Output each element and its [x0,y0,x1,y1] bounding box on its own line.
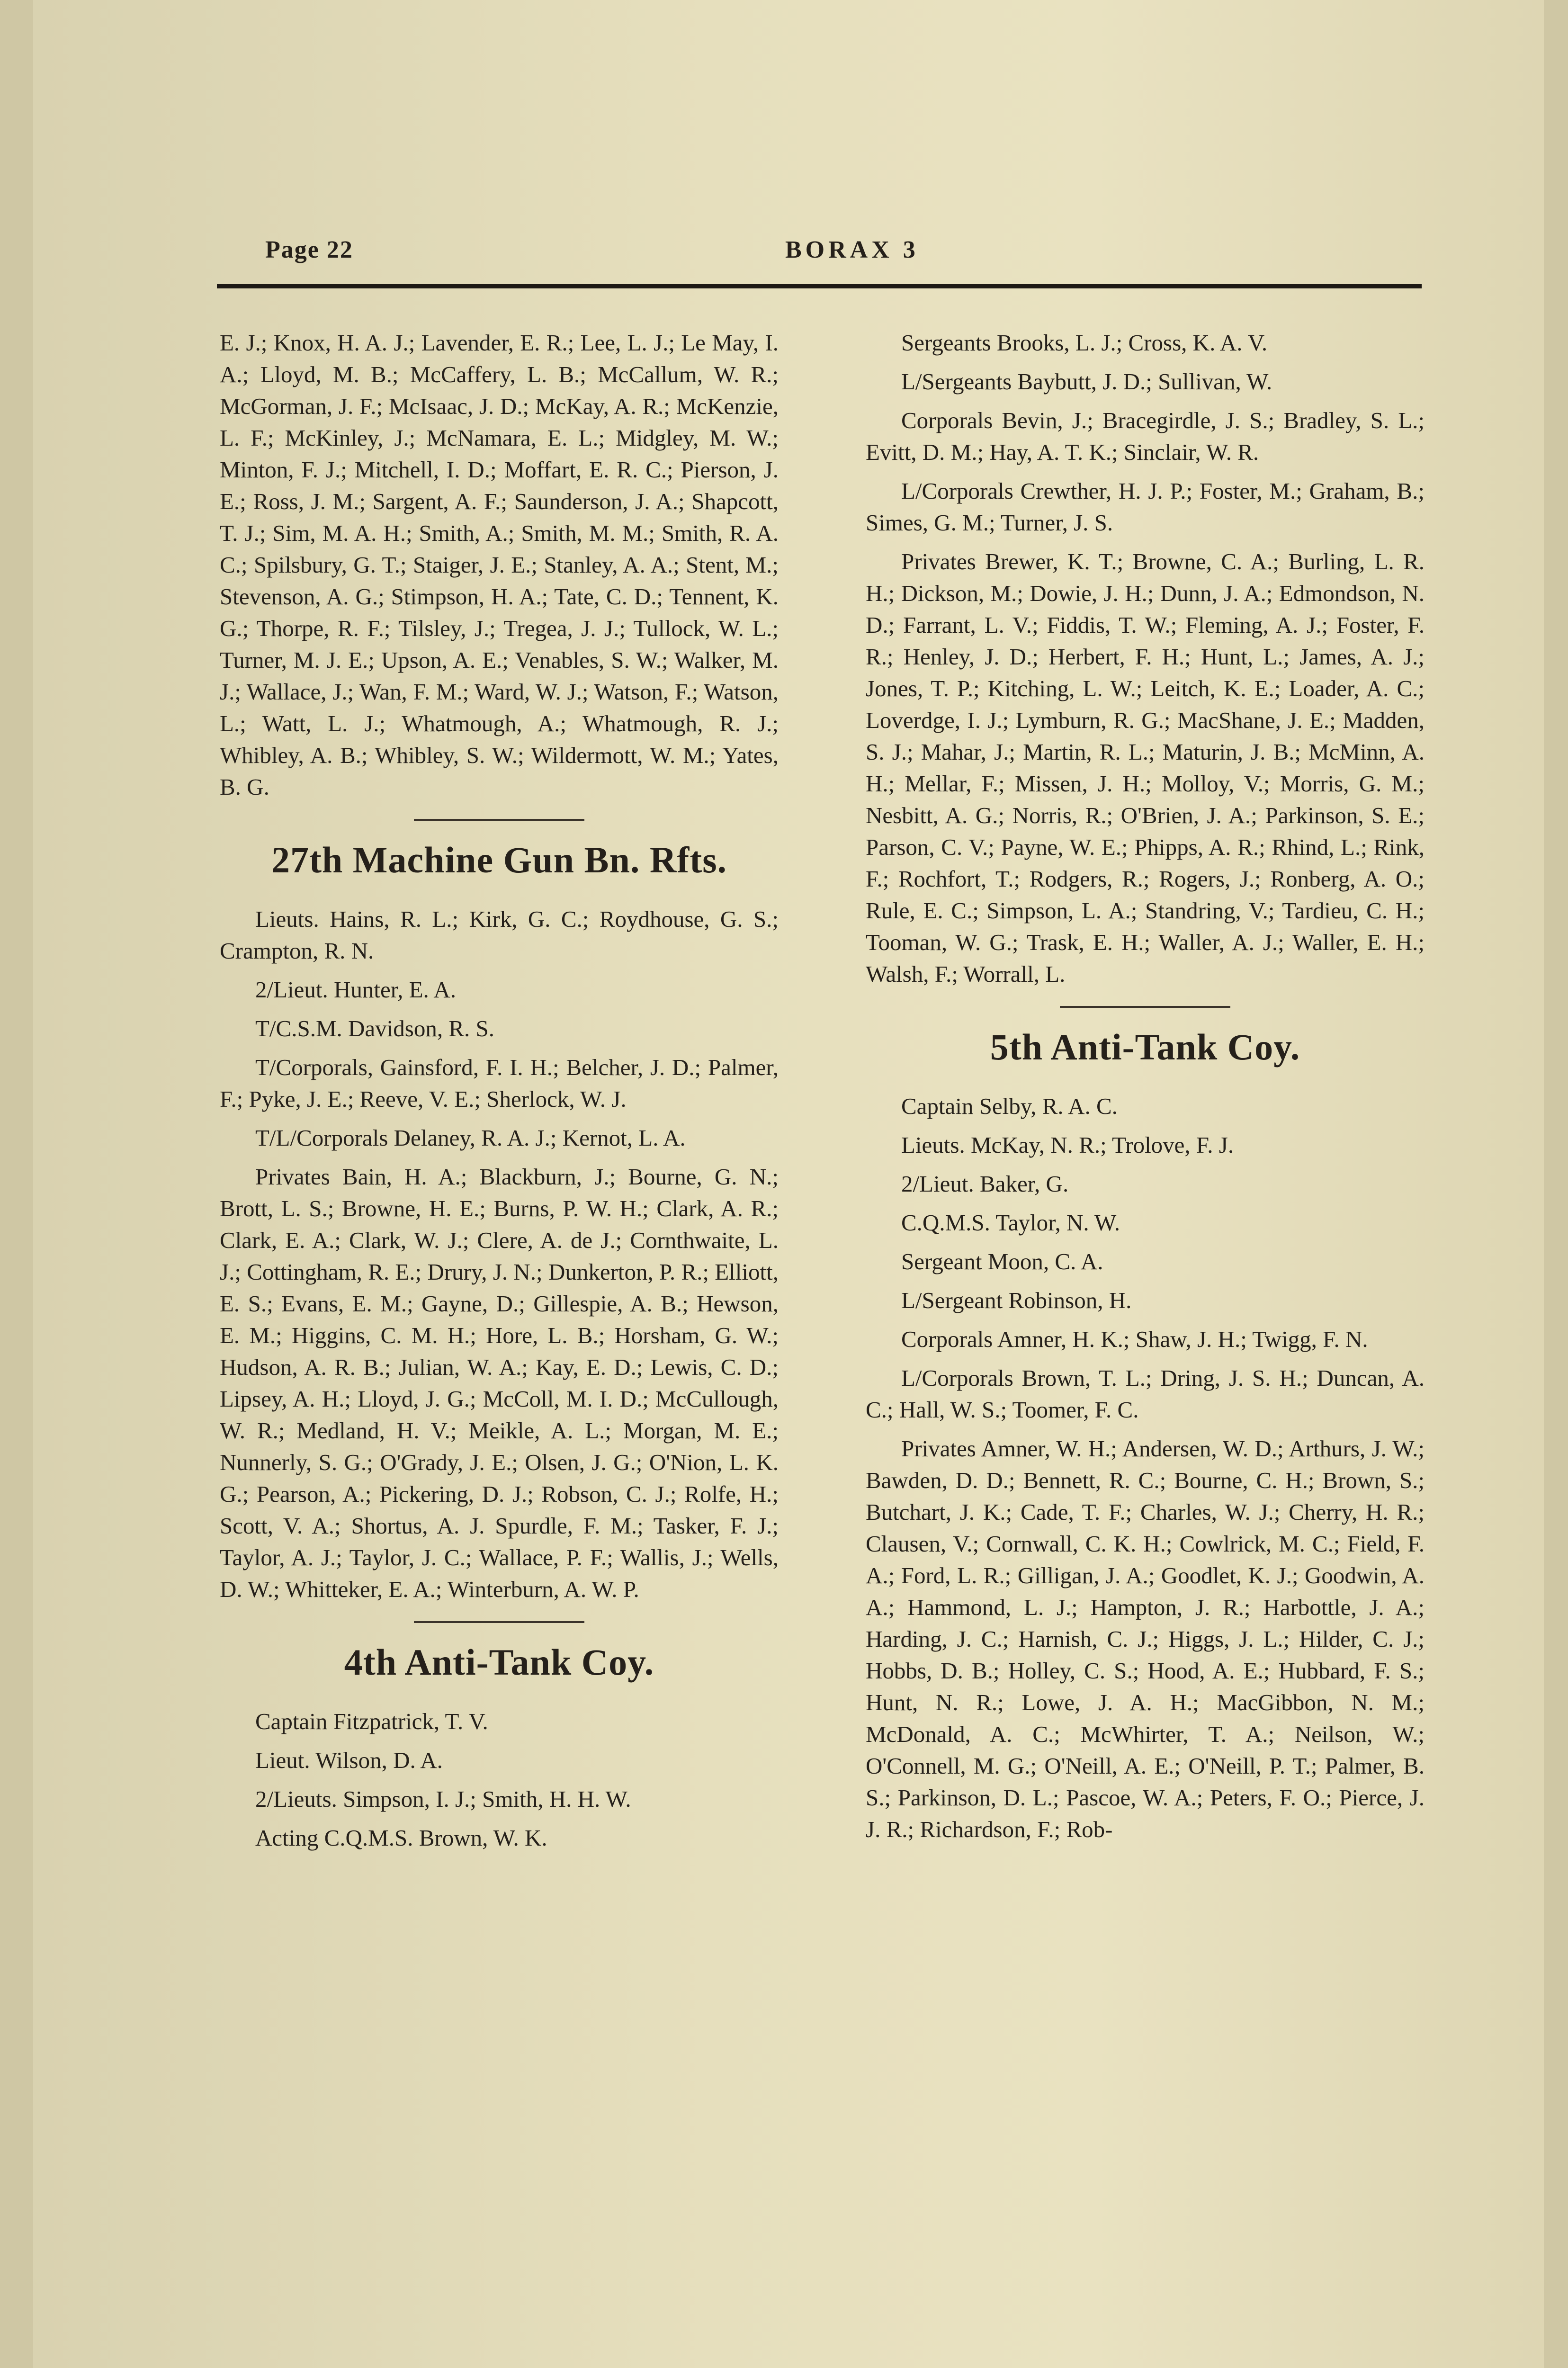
entry-captain: Captain Selby, R. A. C. [901,1093,1118,1119]
header-rule [217,284,1422,288]
entry-2-lieut: 2/Lieut. Hunter, E. A. [255,977,456,1003]
entry-csm: T/C.S.M. Davidson, R. S. [255,1015,495,1041]
section-divider [414,819,584,821]
entry-cqms: C.Q.M.S. Taylor, N. W. [901,1210,1120,1236]
page-number: Page 22 [265,236,353,263]
entry-l-corporals: L/Corporals Brown, T. L.; Dring, J. S. H.; Duncan, A. C.; Hall, W. S.; Toomer, F. C. [866,1365,1425,1423]
entry-lieut: Lieut. Wilson, D. A. [255,1747,443,1773]
section-divider [1060,1006,1230,1008]
right-column [866,327,1425,1852]
entry-sergeant: Sergeant Moon, C. A. [901,1248,1103,1274]
entry-l-sergeant: L/Sergeant Robinson, H. [901,1287,1132,1313]
entry-sergeants: Sergeants Brooks, L. J.; Cross, K. A. V. [901,330,1268,356]
entry-l-sergeants: L/Sergeants Baybutt, J. D.; Sullivan, W. [901,368,1272,395]
left-column [220,327,779,1861]
continued-name-list: E. J.; Knox, H. A. J.; Lavender, E. R.; Lee, L. J.; Le May, I. A.; Lloyd, M. B.; McCaffery, L. B.; McCallum, W. R.; McGorman, J. F.; McIsaac, J. D.; McKay, A. R.; McKenzie, L. F.; McKinley, J.; McNamara, E. L.; Midgley, M. W.; Minton, F. J.; Mitchell, I. D.; Moffart, E. R. C.; Pierson, J. E.; Ross, J. M.; Sargent, A. F.; Saunderson, J. A.; Shapcott, T. J.; Sim, M. A. H.; Smith, A.; Smith, M. M.; Smith, R. A. C.; Spilsbury, G. T.; Staiger, J. E.; Stanley, A. A.; Stent, M.; Stevenson, A. G.; Stimpson, H. A.; Tate, C. D.; Tennent, K. G.; Thorpe, R. F.; Tilsley, J.; Tregea, J. J.; Tullock, W. L.; Turner, M. J. E.; Upson, A. E.; Venables, S. W.; Walker, M. J.; Wallace, J.; Wan, F. M.; Ward, W. J.; Watson, F.; Watson, L.; Watt, L. J.; Whatmough, A.; Whatmough, R. J.; Whibley, A. B.; Whibley, S. W.; Wildermott, W. M.; Yates, B. G. [220,330,779,800]
section-heading-4th-anti-tank: 4th Anti-Tank Coy. [344,1641,654,1683]
entry-2-lieut: 2/Lieut. Baker, G. [901,1171,1069,1197]
section-divider [414,1621,584,1623]
section-heading-5th-anti-tank: 5th Anti-Tank Coy. [990,1026,1300,1067]
entry-2-lieuts: 2/Lieuts. Simpson, I. J.; Smith, H. H. W. [255,1786,631,1812]
entry-l-corporals: T/L/Corporals Delaney, R. A. J.; Kernot, L. A. [255,1125,686,1151]
entry-privates: Privates Bain, H. A.; Blackburn, J.; Bourne, G. N.; Brott, L. S.; Browne, H. E.; Burns, P. W. H.; Clark, A. R.; Clark, E. A.; Clark, W. J.; Clere, A. de J.; Cornthwaite, L. J.; Cottingham, R. E.; Drury, J. N.; Dunkerton, P. R.; Elliott, E. S.; Evans, E. M.; Gayne, D.; Gillespie, A. B.; Hewson, E. M.; Higgins, C. M. H.; Hore, L. B.; Horsham, G. W.; Hudson, A. R. B.; Julian, W. A.; Kay, E. D.; Lewis, C. D.; Lipsey, A. H.; Lloyd, J. G.; McColl, M. I. D.; McCullough, W. R.; Medland, H. V.; Meikle, A. L.; Morgan, M. E.; Nunnerly, S. G.; O'Grady, J. E.; Olsen, J. G.; O'Nion, L. K. G.; Pearson, A.; Pickering, D. J.; Robson, C. J.; Rolfe, H.; Scott, V. A.; Shortus, A. J. Spurdle, F. M.; Tasker, F. J.; Taylor, A. J.; Taylor, J. C.; Wallace, P. F.; Wallis, J.; Wells, D. W.; Whitteker, E. A.; Winterburn, A. W. P. [220,1164,779,1602]
entry-corporals: Corporals Bevin, J.; Bracegirdle, J. S.; Bradley, S. L.; Evitt, D. M.; Hay, A. T. K.; Sinclair, W. R. [866,407,1425,465]
entry-l-corporals: L/Corporals Crewther, H. J. P.; Foster, M.; Graham, B.; Simes, G. M.; Turner, J. S. [866,478,1425,536]
entry-lieuts: Lieuts. Hains, R. L.; Kirk, G. C.; Roydhouse, G. S.; Crampton, R. N. [220,906,779,964]
entry-acting-cqms: Acting C.Q.M.S. Brown, W. K. [255,1825,547,1851]
entry-privates: Privates Amner, W. H.; Andersen, W. D.; Arthurs, J. W.; Bawden, D. D.; Bennett, R. C.; Bourne, C. H.; Brown, S.; Butchart, J. K.; Cade, T. F.; Charles, W. J.; Cherry, H. R.; Clausen, V.; Cornwall, C. K. H.; Cowlrick, M. C.; Field, F. A.; Ford, L. R.; Gilligan, J. A.; Goodlet, K. J.; Goodwin, A. A.; Hammond, L. J.; Hampton, J. R.; Harbottle, J. A.; Harding, J. C.; Harnish, C. J.; Higgs, J. L.; Hilder, C. J.; Hobbs, D. B.; Holley, C. S.; Hood, A. E.; Hubbard, F. S.; Hunt, N. R.; Lowe, J. A. H.; MacGibbon, N. M.; McDonald, A. C.; McWhirter, T. A.; Neilson, W.; O'Connell, M. G.; O'Neill, A. E.; O'Neill, P. T.; Palmer, B. S.; Parkinson, D. L.; Pascoe, W. A.; Peters, F. O.; Pierce, J. J. R.; Richardson, F.; Rob- [866,1435,1425,1842]
entry-privates: Privates Brewer, K. T.; Browne, C. A.; Burling, L. R. H.; Dickson, M.; Dowie, J. H.; Dunn, J. A.; Edmondson, N. D.; Farrant, L. V.; Fiddis, T. W.; Fleming, A. J.; Foster, F. R.; Henley, J. D.; Herbert, F. H.; Hunt, L.; James, A. J.; Jones, T. P.; Kitching, L. W.; Leitch, K. E.; Loader, A. C.; Loverdge, I. J.; Lymburn, R. G.; MacShane, J. E.; Madden, S. J.; Mahar, J.; Martin, R. L.; Maturin, J. B.; McMinn, A. H.; Mellar, F.; Missen, J. H.; Molloy, V.; Morris, G. M.; Nesbitt, A. G.; Norris, R.; O'Brien, J. A.; Parkinson, S. E.; Parson, C. V.; Payne, W. E.; Phipps, A. R.; Rhind, L.; Rink, F.; Rochfort, T.; Rodgers, R.; Rogers, J.; Ronberg, A. O.; Rule, E. C.; Simpson, L. A.; Standring, V.; Tardieu, C. H.; Tooman, W. G.; Trask, E. H.; Waller, A. J.; Waller, E. H.; Walsh, F.; Worrall, L. [866,548,1425,987]
section-heading-27th-machine-gun: 27th Machine Gun Bn. Rfts. [271,839,727,880]
entry-lieuts: Lieuts. McKay, N. R.; Trolove, F. J. [901,1132,1234,1158]
entry-captain: Captain Fitzpatrick, T. V. [255,1708,488,1734]
page-header [231,231,1448,274]
entry-corporals: Corporals Amner, H. K.; Shaw, J. H.; Twigg, F. N. [901,1326,1368,1352]
entry-corporals: T/Corporals, Gainsford, F. I. H.; Belcher, J. D.; Palmer, F.; Pyke, J. E.; Reeve, V. E.; Sherlock, W. J. [220,1054,779,1112]
publication-title: BORAX 3 [785,236,919,263]
